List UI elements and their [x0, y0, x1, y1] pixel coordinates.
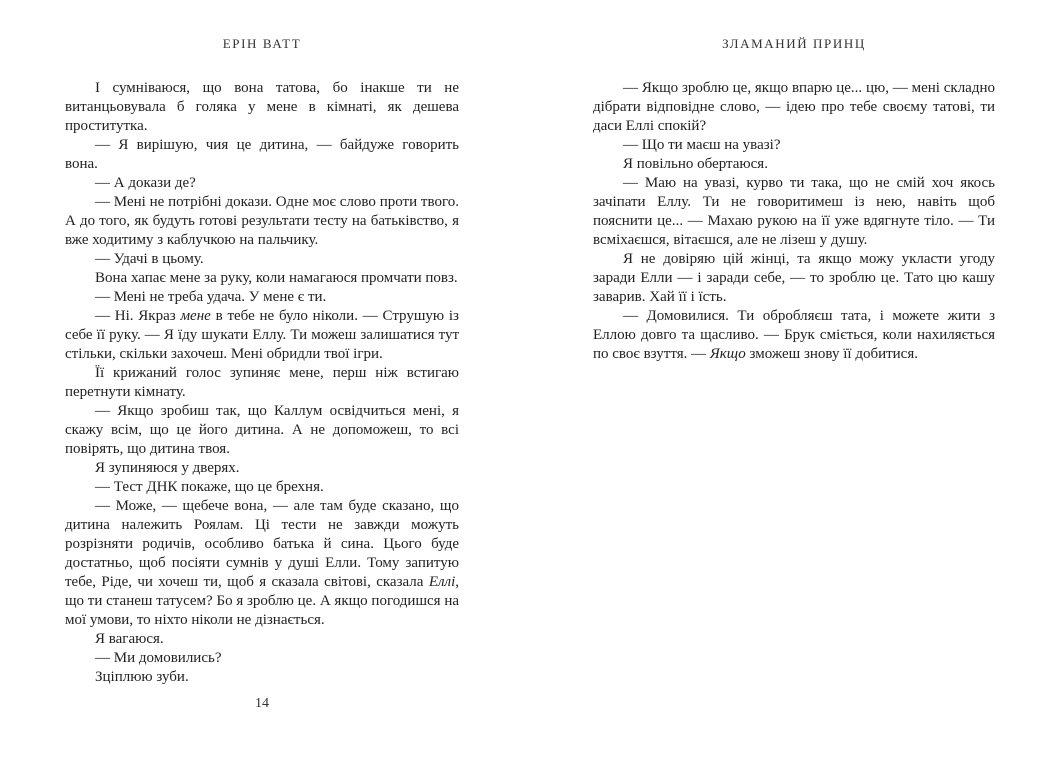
text-segment: — Мені не треба удача. У мене є ти. — [95, 289, 327, 305]
text-segment: в тебе не було ніколи. — Струшую із себе її руку. — Я їду шукати Еллу. Ти можеш залишатися тут стільки, скільки захочеш. Мені обридли твої ігри. — [65, 308, 459, 362]
paragraph — [65, 459, 459, 478]
text-segment-italic: Еллі — [428, 574, 456, 590]
text-segment: — Я вирішую, чия це дитина, — байдуже говорить вона. — [65, 137, 459, 172]
text-segment: — Маю на увазі, курво ти така, що не смій хоч якось зачіпати Еллу. Ти не говоритимеш із нею, навіть щоб пояснити це... — Махаю рукою на її уже вдягнуте тіло. — Ти всміхаєшся, вітаєшся, але не лізеш у душу. — [593, 175, 995, 248]
text-segment: , що ти станеш татусем? Бо я зроблю це. А якщо погодишся на мої умови, то ніхто ніколи не дізнається. — [65, 574, 459, 628]
text-segment: Я повільно обертаюся. — [623, 156, 768, 172]
paragraph — [65, 478, 459, 497]
text-segment: Я вагаюся. — [95, 631, 164, 647]
paragraph — [65, 497, 459, 630]
paragraph — [593, 79, 995, 136]
paragraph — [65, 136, 459, 174]
text-segment: Її крижаний голос зупиняє мене, перш ніж встигаю перетнути кімнату. — [65, 365, 459, 400]
paragraph — [593, 174, 995, 250]
paragraph — [65, 668, 459, 687]
paragraph — [65, 193, 459, 250]
text-segment: — Удачі в цьому. — [95, 251, 204, 267]
text-segment: — Домовилися. Ти обробляєш тата, і можете жити з Еллою довго та щасливо. — Брук сміється, коли нахиляється по своє взуття. — — [593, 308, 995, 362]
paragraph — [65, 630, 459, 649]
left-page-paragraphs — [65, 79, 459, 687]
text-segment: І сумніваюся, що вона татова, бо інакше ти не витанцьовувала б голяка у мене в кімнаті, як дешева проститутка. — [65, 80, 459, 134]
paragraph — [65, 174, 459, 193]
text-segment: зможеш знову її добитися. — [745, 346, 918, 362]
paragraph — [65, 269, 459, 288]
text-segment: — Мені не потрібні докази. Одне моє слово проти твого. А до того, як будуть готові результати тесту на батьківство, я вже ходитиму з каблучкою на пальчику. — [65, 194, 459, 248]
paragraph — [65, 402, 459, 459]
paragraph — [65, 79, 459, 136]
text-segment: — Що ти маєш на увазі? — [623, 137, 781, 153]
text-segment: — Ні. Якраз — [95, 308, 181, 324]
right-page-running-head: ЗЛАМАНИЙ ПРИНЦ — [722, 36, 866, 51]
paragraph — [593, 136, 995, 155]
text-segment: Я зупиняюся у дверях. — [95, 460, 240, 476]
text-segment: Зціплюю зуби. — [95, 669, 189, 685]
text-segment: — Ми домовились? — [95, 650, 222, 666]
paragraph — [65, 364, 459, 402]
paragraph — [593, 307, 995, 364]
text-segment-italic: мене — [180, 308, 211, 324]
text-segment: Вона хапає мене за руку, коли намагаюся промчати повз. — [95, 270, 458, 286]
right-page-paragraphs — [593, 79, 995, 364]
paragraph — [593, 250, 995, 307]
paragraph — [65, 288, 459, 307]
text-segment: — Якщо зроблю це, якщо впарю це... цю, — мені складно дібрати відповідне слово, — ідею про тебе своєму татові, ти даси Еллі спокій? — [593, 80, 995, 134]
paragraph — [65, 649, 459, 668]
paragraph — [65, 250, 459, 269]
left-page-running-head: ЕРІН ВАТТ — [222, 36, 302, 51]
text-segment: — А докази де? — [95, 175, 196, 191]
text-segment-italic: Якщо — [709, 346, 746, 362]
text-segment: — Може, — щебече вона, — але там буде сказано, що дитина належить Роялам. Ці тести не завжди можуть розрізняти родичів, особливо батька й сина. Цього буде достатньо, щоб посіяти сумнів у душі Елли. Тому запитую тебе, Ріде, чи хочеш ти, щоб я сказала світові, сказала — [65, 498, 459, 590]
text-segment: Я не довіряю цій жінці, та якщо можу укласти угоду заради Елли — і заради себе, — то зроблю це. Тато цю кашу заварив. Хай її і їсть. — [593, 251, 995, 305]
paragraph — [593, 155, 995, 174]
text-segment: — Тест ДНК покаже, що це брехня. — [95, 479, 324, 495]
paragraph — [65, 307, 459, 364]
text-segment: — Якщо зробиш так, що Каллум освідчиться мені, я скажу всім, що це його дитина. А не допоможеш, то всі повірять, що дитина твоя. — [65, 403, 459, 457]
left-page-number: 14 — [255, 696, 269, 711]
